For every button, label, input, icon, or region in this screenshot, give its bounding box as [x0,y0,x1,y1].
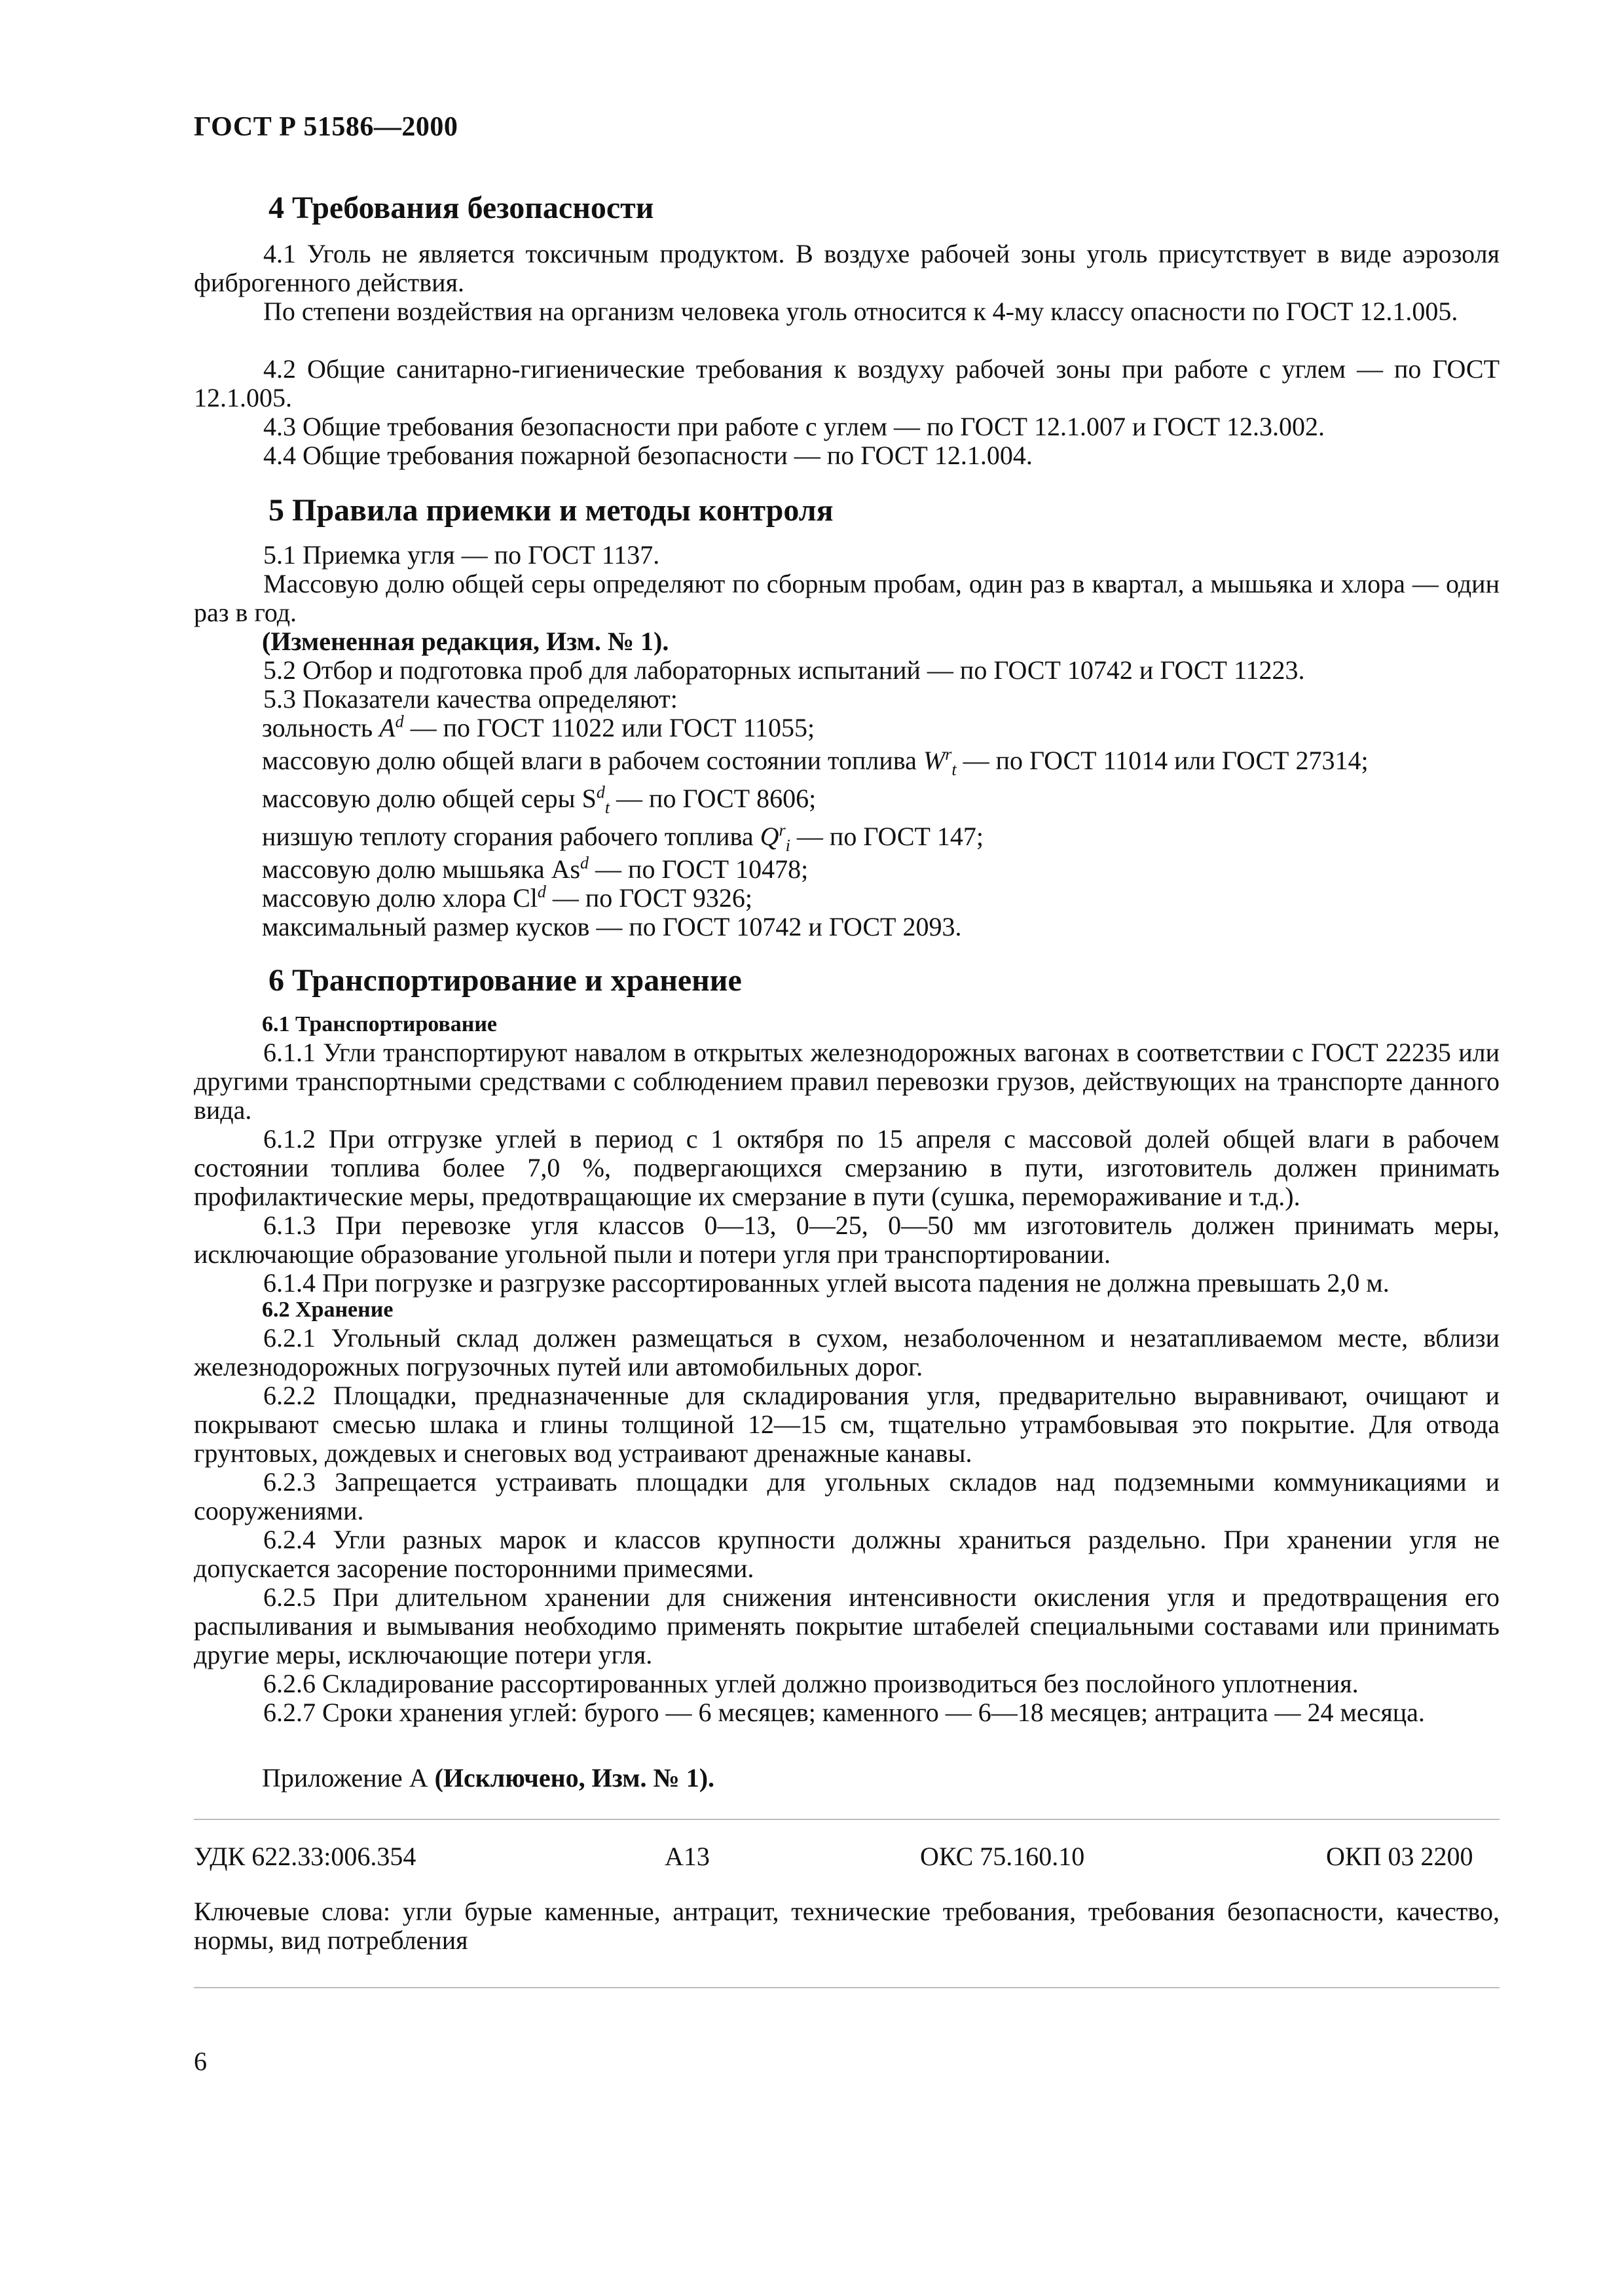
amendment-note: (Измененная редакция, Изм. № 1). [262,627,669,656]
paragraph-6-2-5: 6.2.5 При длительном хранении для снижения интенсивности окисления угля и предотвращения его распыливания и вымывания необходимо применять покрытие штабелей специальными составами или принимать другие меры, исключающие потери угля. [194,1582,1500,1669]
udk-code: УДК 622.33:006.354 [194,1842,416,1871]
subsection-6-2-title: 6.2 Хранение [262,1298,394,1322]
page-number: 6 [194,2047,207,2076]
footer-top-rule [194,1819,1500,1820]
paragraph-6-1-2: 6.1.2 При отгрузке углей в период с 1 октября по 15 апреля с массовой долей общей влаги в рабочем состоянии топлива более 7,0 %, подвергающихся смерзанию в пути, изготовитель должен принимать профилактические меры, предотвращающие их смерзание в пути (сушка, перемораживание и т.д.). [194,1124,1500,1211]
document-header: ГОСТ Р 51586—2000 [194,112,458,142]
paragraph-5-1: 5.1 Приемка угля — по ГОСТ 1137. [263,540,660,570]
section-4-title: 4 Требования безопасности [268,191,654,225]
item-arsenic: массовую долю мышьяка As$^d$ — по ГОСТ 10478; [262,853,809,884]
paragraph-4-1: 4.1 Уголь не является токсичным продуктом. В воздухе рабочей зоны уголь присутствует в виде аэрозоля фиброгенного действия. [194,239,1500,297]
footer-bottom-rule [194,1987,1500,1988]
paragraph-4-3: 4.3 Общие требования безопасности при работе с углем — по ГОСТ 12.1.007 и ГОСТ 12.3.002. [263,412,1325,441]
item-size: максимальный размер кусков — по ГОСТ 10742 и ГОСТ 2093. [262,912,962,941]
item-ash: зольность $A^d$ — по ГОСТ 11022 или ГОСТ 11055; [262,712,815,742]
section-6-title: 6 Транспортирование и хранение [268,963,742,998]
section-5-title: 5 Правила приемки и методы контроля [268,493,834,528]
appendix-note: Приложение А (Исключено, Изм. № 1). [262,1763,715,1793]
paragraph-6-2-4: 6.2.4 Угли разных марок и классов крупности должны храниться раздельно. При хранении угля не допускается засорение посторонними примесями. [194,1525,1500,1583]
oks-code: ОКС 75.160.10 [920,1842,1085,1871]
paragraph-6-1-4: 6.1.4 При погрузке и разгрузке рассортированных углей высота падения не должна превышать 2,0 м. [263,1268,1390,1298]
classification-code: А13 [665,1842,710,1871]
paragraph-6-1-1: 6.1.1 Угли транспортируют навалом в открытых железнодорожных вагонах в соответствии с ГОСТ 22235 или другими транспортными средствами с соблюдением правил перевозки грузов, действующих на транспорте данного вида. [194,1038,1500,1125]
paragraph-6-2-1: 6.2.1 Угольный склад должен размещаться в сухом, незаболоченном и незатапливаемом месте, вблизи железнодорожных погрузочных путей или автомобильных дорог. [194,1323,1500,1381]
paragraph-4-4: 4.4 Общие требования пожарной безопасности — по ГОСТ 12.1.004. [263,441,1033,470]
okp-code: ОКП 03 2200 [1326,1842,1473,1871]
item-heat: низшую теплоту сгорания рабочего топлива $Q^r_i$ — по ГОСТ 147; [262,820,984,855]
paragraph-5-2: 5.2 Отбор и подготовка проб для лабораторных испытаний — по ГОСТ 10742 и ГОСТ 11223. [263,655,1305,685]
paragraph-4-1-class: По степени воздействия на организм человека уголь относится к 4-му классу опасности по ГОСТ 12.1.005. [263,297,1458,326]
subsection-6-1-title: 6.1 Транспортирование [262,1012,498,1036]
item-chlorine: массовую долю хлора Cl$^d$ — по ГОСТ 9326; [262,882,753,913]
paragraph-6-2-3: 6.2.3 Запрещается устраивать площадки для угольных складов над подземными коммуникациями и сооружениями. [194,1467,1500,1525]
paragraph-6-1-3: 6.1.3 При перевозке угля классов 0—13, 0—25, 0—50 мм изготовитель должен принимать меры, исключающие образование угольной пыли и потери угля при транспортировании. [194,1211,1500,1269]
paragraph-6-2-2: 6.2.2 Площадки, предназначенные для складирования угля, предварительно выравнивают, очищают и покрывают смесью шлака и глины толщиной 12—15 см, тщательно утрамбовывая это покрытие. Для отвода грунтовых, дождевых и снеговых вод устраивают дренажные канавы. [194,1381,1500,1468]
paragraph-4-2: 4.2 Общие санитарно-гигиенические требования к воздуху рабочей зоны при работе с углем — по ГОСТ 12.1.005. [194,354,1500,412]
item-sulfur: массовую долю общей серы $S^d_t$ — по ГОСТ 8606; [262,782,817,817]
paragraph-6-2-6: 6.2.6 Складирование рассортированных углей должно производиться без послойного уплотнения. [263,1669,1359,1698]
paragraph-5-1-sampling: Массовую долю общей серы определяют по сборным пробам, один раз в квартал, а мышьяка и хлора — один раз в год. [194,569,1500,627]
keywords: Ключевые слова: угли бурые каменные, антрацит, технические требования, требования безопасности, качество, нормы, вид потребления [194,1897,1500,1955]
paragraph-5-3: 5.3 Показатели качества определяют: [263,684,678,714]
item-moisture: массовую долю общей влаги в рабочем состоянии топлива $W^r_t$ — по ГОСТ 11014 или ГОСТ 27314; [262,744,1369,779]
paragraph-6-2-7: 6.2.7 Сроки хранения углей: бурого — 6 месяцев; каменного — 6—18 месяцев; антрацита — 24 месяца. [263,1698,1425,1727]
